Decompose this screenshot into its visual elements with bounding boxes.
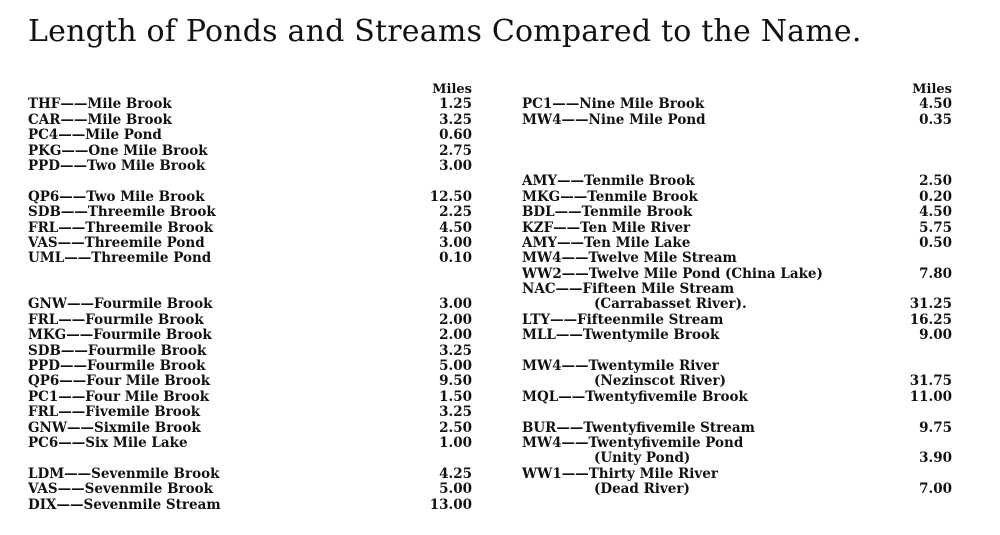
miles-value: 2.50: [439, 419, 472, 436]
table-row: [28, 467, 472, 482]
table-row: [28, 236, 472, 251]
table-row: [522, 297, 952, 312]
table-row: [28, 405, 472, 420]
table-row: [28, 221, 472, 236]
table-row: [28, 113, 472, 128]
stream-name: THF——Mile Brook: [28, 96, 172, 113]
table-row: [28, 436, 472, 451]
row-spacer: [28, 174, 472, 189]
stream-name: FRL——Fivemile Brook: [28, 404, 201, 421]
stream-name: (Unity Pond): [594, 450, 691, 467]
table-row: [28, 144, 472, 159]
miles-value: 9.00: [919, 327, 952, 344]
table-row: [28, 421, 472, 436]
stream-name: PKG——One Mile Brook: [28, 142, 208, 159]
table-row: [522, 113, 952, 128]
stream-name: LDM——Sevenmile Brook: [28, 465, 220, 482]
row-spacer: [522, 344, 952, 359]
left-column-table: [28, 82, 472, 513]
miles-value: 5.00: [439, 481, 472, 498]
table-row: [28, 297, 472, 312]
right-column-table: [522, 82, 952, 498]
table-row: [522, 267, 952, 282]
table-row: [28, 344, 472, 359]
miles-value: 3.25: [439, 404, 472, 421]
miles-value: 9.50: [439, 373, 472, 390]
stream-name: SDB——Threemile Brook: [28, 204, 216, 221]
miles-value: 7.00: [919, 481, 952, 498]
row-spacer: [522, 144, 952, 159]
row-spacer: [522, 128, 952, 143]
stream-name: PPD——Fourmile Brook: [28, 358, 206, 375]
miles-value: 0.10: [439, 250, 472, 267]
miles-value: 16.25: [909, 311, 952, 328]
miles-value: 2.00: [439, 311, 472, 328]
table-row: [522, 436, 952, 451]
miles-value: 1.50: [439, 388, 472, 405]
miles-value: 3.00: [439, 157, 472, 174]
stream-name: GNW——Fourmile Brook: [28, 296, 213, 313]
stream-name: MW4——Twentymile River: [522, 358, 719, 375]
stream-name: FRL——Fourmile Brook: [28, 311, 204, 328]
stream-name: VAS——Sevenmile Brook: [28, 481, 213, 498]
row-spacer: [522, 405, 952, 420]
stream-name: PPD——Two Mile Brook: [28, 157, 206, 174]
miles-value: 2.00: [439, 327, 472, 344]
miles-header: Miles: [432, 82, 472, 97]
miles-header-row: [522, 82, 952, 97]
row-spacer: [28, 282, 472, 297]
stream-name: CAR——Mile Brook: [28, 111, 172, 128]
miles-value: 5.00: [439, 358, 472, 375]
table-row: [28, 498, 472, 513]
table-row: [28, 313, 472, 328]
stream-name: NAC——Fifteen Mile Stream: [522, 281, 735, 298]
stream-name: BDL——Tenmile Brook: [522, 204, 693, 221]
miles-value: 1.00: [439, 434, 472, 451]
stream-name: UML——Threemile Pond: [28, 250, 212, 267]
table-row: [522, 282, 952, 297]
row-spacer: [28, 451, 472, 466]
miles-value: 2.75: [439, 142, 472, 159]
miles-header-row: [28, 82, 472, 97]
stream-name: MW4——Twentyfivemile Pond: [522, 434, 744, 451]
table-row: [28, 328, 472, 343]
table-row: [522, 221, 952, 236]
table-row: [28, 482, 472, 497]
miles-value: 1.25: [439, 96, 472, 113]
miles-value: 4.50: [919, 96, 952, 113]
stream-name: QP6——Two Mile Brook: [28, 188, 205, 205]
table-row: [522, 174, 952, 189]
table-row: [522, 313, 952, 328]
miles-value: 31.25: [909, 296, 952, 313]
stream-name: LTY——Fifteenmile Stream: [522, 311, 724, 328]
stream-name: MKG——Fourmile Brook: [28, 327, 212, 344]
stream-name: MKG——Tenmile Brook: [522, 188, 698, 205]
miles-value: 7.80: [919, 265, 952, 282]
table-row: [522, 374, 952, 389]
row-spacer: [522, 159, 952, 174]
page-title: Length of Ponds and Streams Compared to the Name.: [28, 14, 862, 49]
miles-value: 3.00: [439, 296, 472, 313]
table-row: [522, 236, 952, 251]
miles-value: 3.00: [439, 234, 472, 251]
miles-value: 4.50: [919, 204, 952, 221]
stream-name: (Nezinscot River): [594, 373, 726, 390]
miles-value: 3.25: [439, 111, 472, 128]
miles-value: 4.25: [439, 465, 472, 482]
stream-name: PC4——Mile Pond: [28, 127, 162, 144]
miles-value: 0.50: [919, 234, 952, 251]
stream-name: DIX——Sevenmile Stream: [28, 496, 221, 513]
table-row: [522, 251, 952, 266]
stream-name: QP6——Four Mile Brook: [28, 373, 211, 390]
stream-name: FRL——Threemile Brook: [28, 219, 214, 236]
miles-value: 0.35: [919, 111, 952, 128]
miles-value: 12.50: [429, 188, 472, 205]
table-row: [522, 421, 952, 436]
stream-name: (Dead River): [594, 481, 690, 498]
table-row: [522, 359, 952, 374]
stream-name: MW4——Twelve Mile Stream: [522, 250, 737, 267]
table-row: [522, 390, 952, 405]
miles-value: 3.90: [919, 450, 952, 467]
table-row: [522, 190, 952, 205]
row-spacer: [28, 267, 472, 282]
miles-value: 0.60: [439, 127, 472, 144]
table-row: [522, 205, 952, 220]
miles-value: 3.25: [439, 342, 472, 359]
stream-name: PC6——Six Mile Lake: [28, 434, 188, 451]
table-row: [28, 190, 472, 205]
table-row: [28, 359, 472, 374]
table-row: [28, 159, 472, 174]
table-row: [522, 451, 952, 466]
stream-name: KZF——Ten Mile River: [522, 219, 691, 236]
table-row: [28, 374, 472, 389]
stream-name: SDB——Fourmile Brook: [28, 342, 207, 359]
miles-value: 2.25: [439, 204, 472, 221]
miles-value: 5.75: [919, 219, 952, 236]
miles-value: 0.20: [919, 188, 952, 205]
table-row: [522, 482, 952, 497]
miles-value: 11.00: [909, 388, 952, 405]
miles-value: 2.50: [919, 173, 952, 190]
table-row: [28, 205, 472, 220]
table-row: [28, 97, 472, 112]
stream-name: AMY——Ten Mile Lake: [522, 234, 691, 251]
stream-name: (Carrabasset River).: [594, 296, 747, 313]
stream-name: GNW——Sixmile Brook: [28, 419, 201, 436]
table-row: [522, 97, 952, 112]
stream-name: WW1——Thirty Mile River: [522, 465, 718, 482]
stream-name: AMY——Tenmile Brook: [522, 173, 695, 190]
table-row: [522, 328, 952, 343]
stream-name: WW2——Twelve Mile Pond (China Lake): [522, 265, 823, 282]
table-row: [28, 251, 472, 266]
stream-name: MW4——Nine Mile Pond: [522, 111, 706, 128]
stream-name: MLL——Twentymile Brook: [522, 327, 720, 344]
stream-name: PC1——Nine Mile Brook: [522, 96, 705, 113]
miles-value: 31.75: [909, 373, 952, 390]
table-row: [522, 467, 952, 482]
table-row: [28, 390, 472, 405]
miles-header: Miles: [912, 82, 952, 97]
stream-name: MQL——Twentyfivemile Brook: [522, 388, 748, 405]
stream-name: VAS——Threemile Pond: [28, 234, 205, 251]
miles-value: 13.00: [429, 496, 472, 513]
table-row: [28, 128, 472, 143]
stream-name: PC1——Four Mile Brook: [28, 388, 210, 405]
miles-value: 4.50: [439, 219, 472, 236]
stream-name: BUR——Twentyfivemile Stream: [522, 419, 755, 436]
miles-value: 9.75: [919, 419, 952, 436]
